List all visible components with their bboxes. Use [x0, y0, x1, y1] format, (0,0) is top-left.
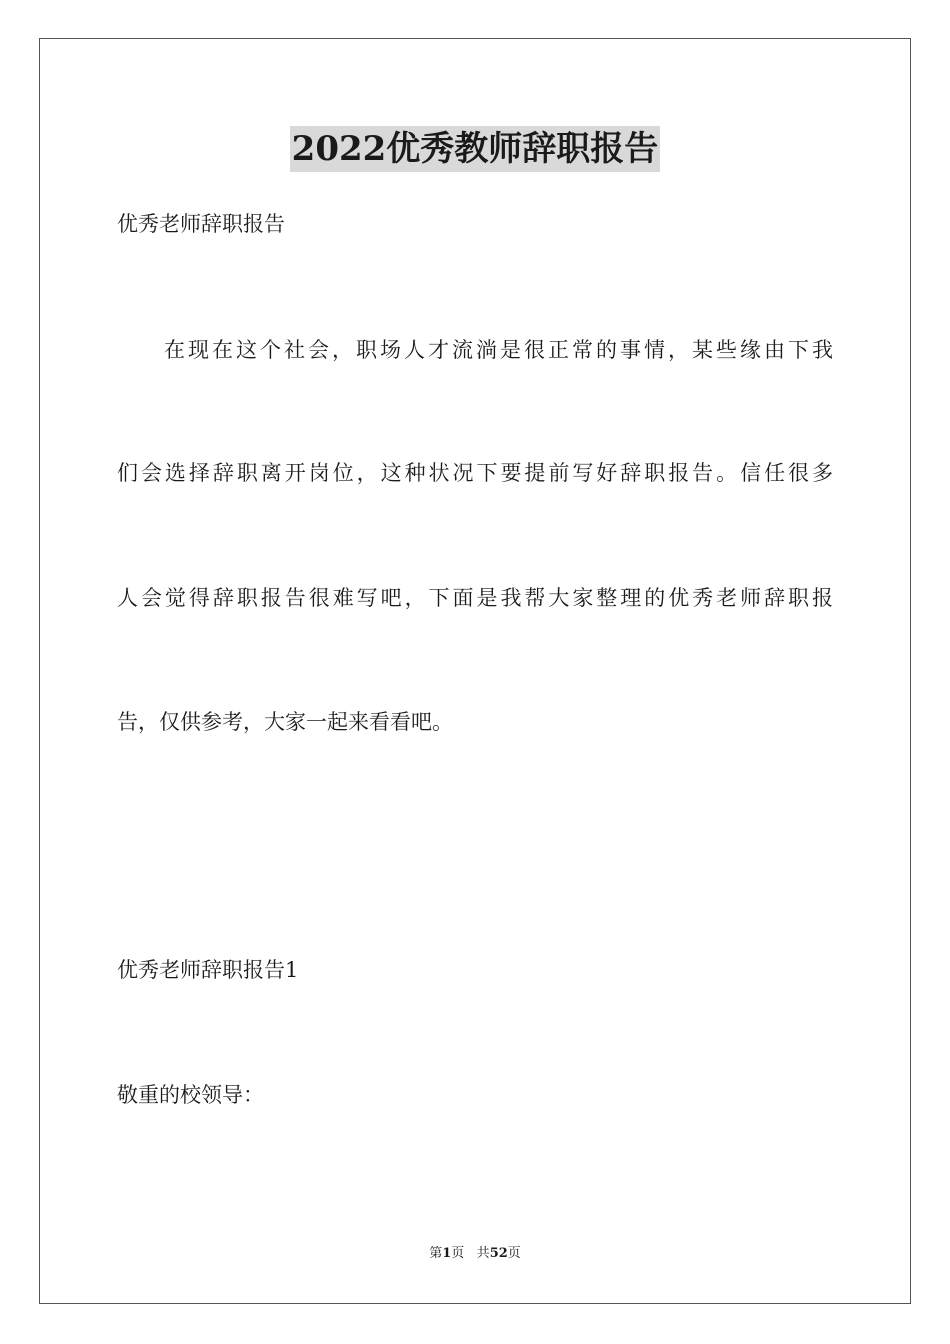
paragraph-line: 告，仅供参考，大家一起来看看吧。	[117, 710, 453, 734]
page-suffix: 页	[451, 1246, 465, 1261]
total-pages: 52	[489, 1246, 508, 1261]
total-prefix: 共	[476, 1246, 490, 1261]
paragraph-line: 人会觉得辞职报告很难写吧，下面是我帮大家整理的优秀老师辞职报	[117, 586, 833, 610]
document-title	[0, 126, 950, 172]
salutation: 敬重的校领导：	[117, 1083, 264, 1107]
section-heading: 优秀老师辞职报告1	[117, 958, 299, 982]
document-subtitle: 优秀老师辞职报告	[117, 212, 285, 236]
document-title-text: 2022优秀教师辞职报告	[290, 126, 661, 172]
page-footer	[0, 1244, 950, 1264]
total-suffix: 页	[507, 1246, 521, 1261]
page-prefix: 第	[429, 1246, 443, 1261]
page-number: 1	[442, 1246, 452, 1261]
paragraph-line: 在现在这个社会，职场人才流淌是很正常的事情，某些缘由下我	[164, 338, 833, 362]
paragraph-line: 们会选择辞职离开岗位，这种状况下要提前写好辞职报告。信任很多	[117, 461, 833, 485]
